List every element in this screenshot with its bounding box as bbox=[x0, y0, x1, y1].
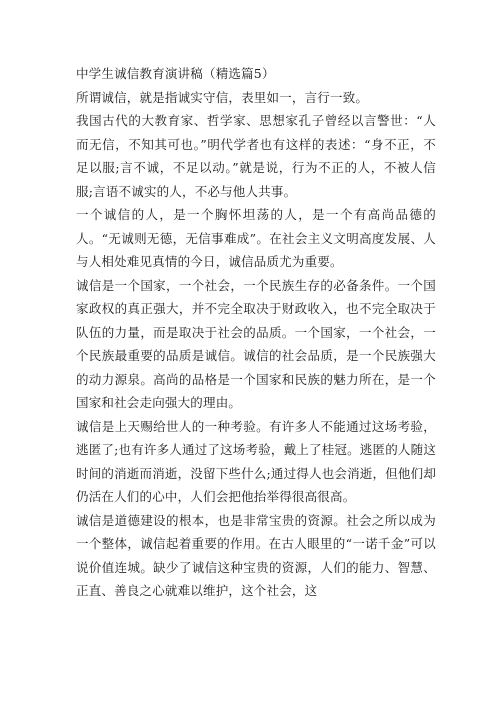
paragraph-moral-foundation: 诚信是道德建设的根本，也是非常宝贵的资源。社会之所以成为一个整体，诚信起着重要的作用。在古人眼里的“一诺千金”可以说价值连城。缺少了诚信这种宝贵的资源，人们的能力、智慧、正直、善良之心就难以维护，这个社会，这 bbox=[76, 512, 436, 598]
paragraph-nation: 诚信是一个国家，一个社会，一个民族生存的必备条件。一个国家政权的真正强大，并不完全取决于财政收入，也不完全取决于队伍的力量，而是取决于社会的品质。一个国家，一个社会，一个民族最重要的品质是诚信。诚信的社会品质，是一个民族强大的动力源泉。高尚的品格是一个国家和民族的魅力所在，是一个国家和社会走向强大的理由。 bbox=[76, 277, 436, 410]
paragraph-definition: 所谓诚信，就是指诚实守信，表里如一，言行一致。 bbox=[76, 89, 369, 105]
paragraph-confucius: 我国古代的大教育家、哲学家、思想家孔子曾经以言警世：“人而无信，不知其可也。”明代学者也有这样的表述：“身不正，不足以服;言不诚，不足以动。”就是说，行为不正的人，不被人信服;言语不诚实的人，不必与他人共事。 bbox=[76, 113, 436, 199]
paragraph-honest-person: 一个诚信的人，是一个胸怀坦荡的人，是一个有高尚品德的人。“无诚则无德，无信事难成”。在社会主义文明高度发展、人与人相处难见真情的今日，诚信品质尤为重要。 bbox=[76, 207, 436, 269]
document-title: 中学生诚信教育演讲稿（精选篇5） bbox=[76, 66, 275, 81]
paragraph-test: 诚信是上天赐给世人的一种考验。有许多人不能通过这场考验，逃匿了;也有许多人通过了这场考验，戴上了桂冠。逃匿的人随这时间的消逝而消逝，没留下些什么;通过得人也会消逝，但他们却仍活在人们的心中，人们会把他抬举得很高很高。 bbox=[76, 418, 437, 504]
document-body bbox=[76, 62, 436, 603]
